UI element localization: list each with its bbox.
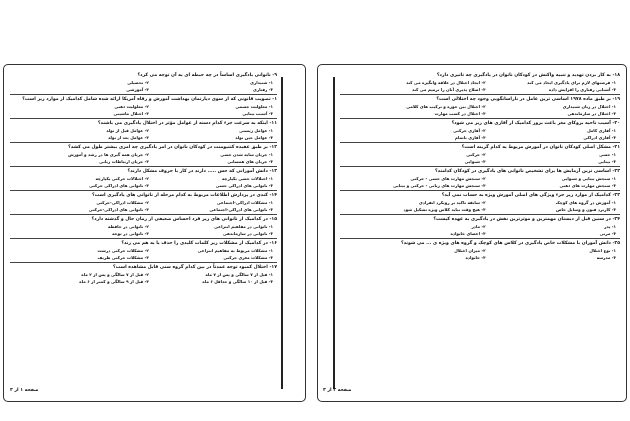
- answer-option: ۴- اصلاح پذیری آنان را ترمیم می کند: [411, 86, 486, 92]
- answer-option: ۳- آشنایی رفتاری را افزایش داده: [548, 86, 616, 92]
- answer-option: ۲- جریان همه گیری ها در رشد و آموزش: [68, 151, 149, 157]
- answer-options: [10, 230, 277, 237]
- answer-options: [340, 86, 620, 93]
- answer-option: ۱- فرصتهای لازم برای یادگیری ایجاد می کند: [527, 79, 616, 85]
- answer-options: [10, 199, 277, 206]
- answer-option: ۳- جریان های همسانی: [227, 158, 273, 164]
- question-text: ۱۴- کندی در پردازش اطلاعات مربوط به کدام مرحله از ناتوانی های یادگیری است؟: [92, 192, 277, 198]
- answer-option: ۲- حرکتی: [466, 151, 486, 157]
- question-divider: [10, 262, 277, 263]
- answer-option: ۱- نوع اختلال: [589, 247, 616, 253]
- question-divider: [340, 214, 620, 215]
- question-divider: [340, 238, 620, 239]
- answer-option: ۱- پدر: [604, 223, 616, 229]
- answer-options: [10, 103, 277, 110]
- answer-option: ۲- عوامل قبل از تولد: [106, 127, 149, 133]
- answer-options: [340, 110, 620, 117]
- answer-option: ۲- معلولیت ذهنی: [114, 103, 149, 109]
- answer-option: ۲- سابقه تاکید بر رویکرد انفرادی: [419, 199, 486, 205]
- answer-option: ۳- عوامل حین تولد: [235, 134, 273, 140]
- answer-options: [340, 223, 620, 230]
- answer-options: [340, 103, 620, 110]
- question-text: ۱۳- دانش آموزانی که حس ..... دارند در کار با حروف مشکل دارند؟: [127, 168, 277, 174]
- question-divider: [10, 142, 277, 143]
- answer-option: ۴- آموزشی: [126, 86, 149, 92]
- question-text: ۱۱- اینکه به سرعت جزء کدام دسته از عوامل مؤثر در اختلال یادگیری می باشند؟: [97, 120, 277, 126]
- question-text: ۱۸- به کار بردن تهدید و تنبیه واکنش در کودکان ناتوان در یادگیری چه تاثیری دارد؟: [436, 72, 620, 78]
- question-list: [10, 71, 277, 397]
- question-text: ۱۵- در کدامیک از ناتوانی های زیر فرد احساس ضعیفی از زمان حال و گذشته دارد؟: [91, 216, 277, 222]
- question-divider: [340, 94, 620, 95]
- answer-option: ۳- رفتاری: [253, 86, 273, 92]
- answer-option: ۱- مشکلات ادراکی-اجتماعی: [216, 199, 273, 205]
- binding-line: [281, 77, 283, 389]
- answer-option: ۲- اختلال بین حوزه و ترکیب های کلامی: [406, 103, 486, 109]
- answer-options: [10, 175, 277, 182]
- answer-options: [340, 247, 620, 254]
- answer-option: ۴- عوامل بعد از تولد: [108, 134, 149, 140]
- answer-option: ۱- حسی: [599, 151, 616, 157]
- question-divider: [10, 214, 277, 215]
- answer-options: [340, 199, 620, 206]
- answer-option: ۱- آموزش در گروه های کوچک: [555, 199, 616, 205]
- answer-option: ۱- آفازی کامل: [587, 127, 616, 133]
- answer-option: ۲- مادر: [471, 223, 486, 229]
- answer-option: ۴- هیچ وقت نباید کلاس ویژه تشکیل شود: [403, 206, 486, 212]
- question-divider: [340, 142, 620, 143]
- answer-option: ۲- مشکلات حرکتی درشت: [97, 247, 149, 253]
- answer-options: [340, 127, 620, 134]
- answer-option: ۲- قبل از ۷ سالگی و پس از ۲ ماه: [81, 271, 149, 277]
- question-text: ۱۷- اختلال کمبود توجه عمدتاً در بین کدام گروه سنی قابل مشاهده است؟: [113, 264, 277, 270]
- answer-option: ۱- قبل از ۷ سالگی و پس از ۷ ماه: [205, 271, 273, 277]
- answer-options: [10, 247, 277, 254]
- question-divider: [340, 118, 620, 119]
- answer-option: ۴- اختلال ماشینی: [113, 110, 149, 116]
- answer-option: ۲- ناتوانی در حافظه: [108, 223, 149, 229]
- binding-line: [333, 77, 335, 389]
- question-divider: [10, 166, 277, 167]
- answer-option: ۴- ناتوانی های ادراکی حرکتی: [89, 182, 149, 188]
- answer-option: ۱- جریان سایه شدن حسی: [220, 151, 273, 157]
- answer-options: [10, 86, 277, 93]
- answer-options: [10, 151, 277, 158]
- answer-option: ۳- ناتوانی های ادراکی-اجتماعی: [209, 206, 273, 212]
- question-list: [340, 71, 620, 397]
- answer-option: ۴- آفازی ناتمام: [454, 134, 486, 140]
- answer-option: ۱- معلولیت جسمی: [235, 103, 273, 109]
- answer-options: [10, 127, 277, 134]
- answer-options: [10, 182, 277, 189]
- answer-options: [10, 134, 277, 141]
- answer-option: ۱- ناتوانی در مفاهیم انتزاعی: [214, 223, 273, 229]
- question-text: ۲۵- دانش آموزان با مشکلات خاص یادگیری در کلاس های کوچک و گروه های ویژه ی ... می شوند؟: [400, 240, 620, 246]
- answer-option: ۱- عوامل زیستی: [239, 127, 273, 133]
- answer-option: ۱- شنیداری: [250, 79, 273, 85]
- answer-option: ۴- اعضای خانواده: [450, 230, 486, 236]
- question-text: ۱۶- در کدامیک از مشکلات زیر کلمات کلیدی را حذف یا به هم می زند؟: [121, 240, 277, 246]
- question-text: ۲۴- در سنین قبل از دبستان مهمترین و موثرترین نقش در یادگیری به عهده کیست؟: [433, 216, 620, 222]
- answer-option: ۳- مربی: [599, 230, 616, 236]
- exam-page-right: [317, 0, 630, 421]
- answer-option: ۴- سنجش مهارت های زبانی - حرکتی و بینایی: [393, 182, 486, 188]
- answer-option: ۲- آفازی حرکتی: [453, 127, 486, 133]
- answer-option: ۴- مشکلات حرکتی ظریف: [97, 254, 149, 260]
- answer-option: ۱- اختلالات حسی یکپارچه: [222, 175, 273, 181]
- answer-option: ۳- سنجش مهارت های ذهنی: [559, 182, 616, 188]
- question-divider: [340, 166, 620, 167]
- answer-options: [10, 254, 277, 261]
- page-frame: [3, 64, 306, 402]
- answer-option: ۲- ایجاد اختلال در علاقه وانگیزه می کند: [406, 79, 486, 85]
- question-divider: [10, 118, 277, 119]
- answer-options: [340, 134, 620, 141]
- question-text: ۱۲- بر طبق عقیده کتنیومنت در کودکان ناتوان در امر یادگیری چه امری بیشتر طول می کشد؟: [68, 144, 277, 150]
- question-divider: [340, 190, 620, 191]
- answer-options: [10, 110, 277, 117]
- answer-option: ۳- اختلال در سازماندهی: [567, 110, 616, 116]
- page-number: صفحه ۱ از ۳: [10, 388, 39, 393]
- answer-option: ۳- مدرسه: [596, 254, 616, 260]
- answer-options: [340, 151, 620, 158]
- answer-option: ۴- قبل از ۹ سالگی و کمتر از ۶ ماه: [79, 278, 149, 284]
- answer-options: [340, 230, 620, 237]
- answer-options: [10, 223, 277, 230]
- page-frame: [317, 64, 627, 402]
- exam-page-left: [0, 0, 306, 421]
- answer-option: ۱- اختلال در زبان شنیداری: [562, 103, 616, 109]
- answer-option: ۲- میزان اختلال: [454, 247, 486, 253]
- question-text: ۲۳- کدامیک از موارد زیر جزء ویژگی های اصلی آموزش ویژه به حساب نمی آید؟: [441, 192, 620, 198]
- question-divider: [10, 190, 277, 191]
- answer-option: ۳- ناتوانی های ادراکی حسی: [215, 182, 273, 188]
- question-text: ۲۱- مشکل اصلی کودکان ناتوان در آموزش مربوط به کدام گزینه است؟: [461, 144, 620, 150]
- answer-option: ۲- مشکلات ادراکی-حرکتی: [96, 199, 149, 205]
- answer-option: ۴- اختلال در کسب مهارت: [434, 110, 486, 116]
- answer-option: ۳- ناتوانی در سازماندهی: [222, 230, 273, 236]
- answer-option: ۱- سنجش بینایی و شنوایی: [561, 175, 616, 181]
- question-text: ۲۰- آسیب ناحیه بروکای مغز باعث بروز کدامیک از آفازی های زیر می شود؟: [451, 120, 620, 126]
- answer-option: ۳- آسیب بینایی: [242, 110, 273, 116]
- question-divider: [10, 94, 277, 95]
- answer-options: [340, 175, 620, 182]
- answer-option: ۴- جریان ارتباطات زبانی: [99, 158, 149, 164]
- answer-option: ۴- ناتوانی های ادراکی-حرکتی: [88, 206, 149, 212]
- answer-option: ۲- اختلالات حرکتی یکپارچه: [95, 175, 149, 181]
- answer-option: ۳- بینایی: [598, 158, 616, 164]
- answer-options: [340, 254, 620, 261]
- answer-option: ۲- تحصیلی: [127, 79, 149, 85]
- answer-options: [340, 182, 620, 189]
- answer-options: [10, 79, 277, 86]
- answer-option: ۳- مشکلات مغزی حرکتی: [223, 254, 273, 260]
- answer-option: ۴- شنوایی: [464, 158, 486, 164]
- answer-options: [340, 206, 620, 213]
- question-text: ۲۲- اساسی ترین آزمایش ها برای تشخیص ناتوانی های یادگیری در کودکان کدامند؟: [435, 168, 620, 174]
- answer-options: [10, 158, 277, 165]
- answer-option: ۲- سنجش مهارت های حسی - حرکتی: [410, 175, 486, 181]
- answer-option: ۳- آفازی ادراکی: [583, 134, 616, 140]
- answer-option: ۱- مشکلات مربوط به مفاهیم انتزاعی: [197, 247, 273, 253]
- answer-options: [10, 271, 277, 278]
- answer-options: [340, 79, 620, 86]
- question-text: ۱۹- بر طبق ماده ۱۹۷۸ اساسی ترین عامل در ناراسانگویی وجود چه اختلالی است؟: [436, 96, 620, 102]
- question-divider: [10, 238, 277, 239]
- answer-option: ۳- قبل از ۱۰ سالگی و حداقل ۶ ماه: [202, 278, 273, 284]
- answer-option: ۳- کاربرد فنون و وسایل خاص: [555, 206, 616, 212]
- answer-options: [10, 206, 277, 213]
- answer-options: [340, 158, 620, 165]
- question-text: ۹- ناتوانی یادگیری اساساً در چه حیطه ای به آن توجه می کرد؟: [137, 72, 277, 78]
- question-text: ۱- تصویب قانونی که از سوی دپارتمان بهداشت آموزش و رفاه آمریکا ارائه شده شامل کدامیک از موارد زیر است؟: [22, 96, 277, 102]
- page-number: صفحه ۲ از ۳: [323, 388, 352, 393]
- answer-options: [10, 278, 277, 285]
- answer-option: ۴- خانواده: [465, 254, 486, 260]
- answer-option: ۴- ناتوانی در توجه: [112, 230, 149, 236]
